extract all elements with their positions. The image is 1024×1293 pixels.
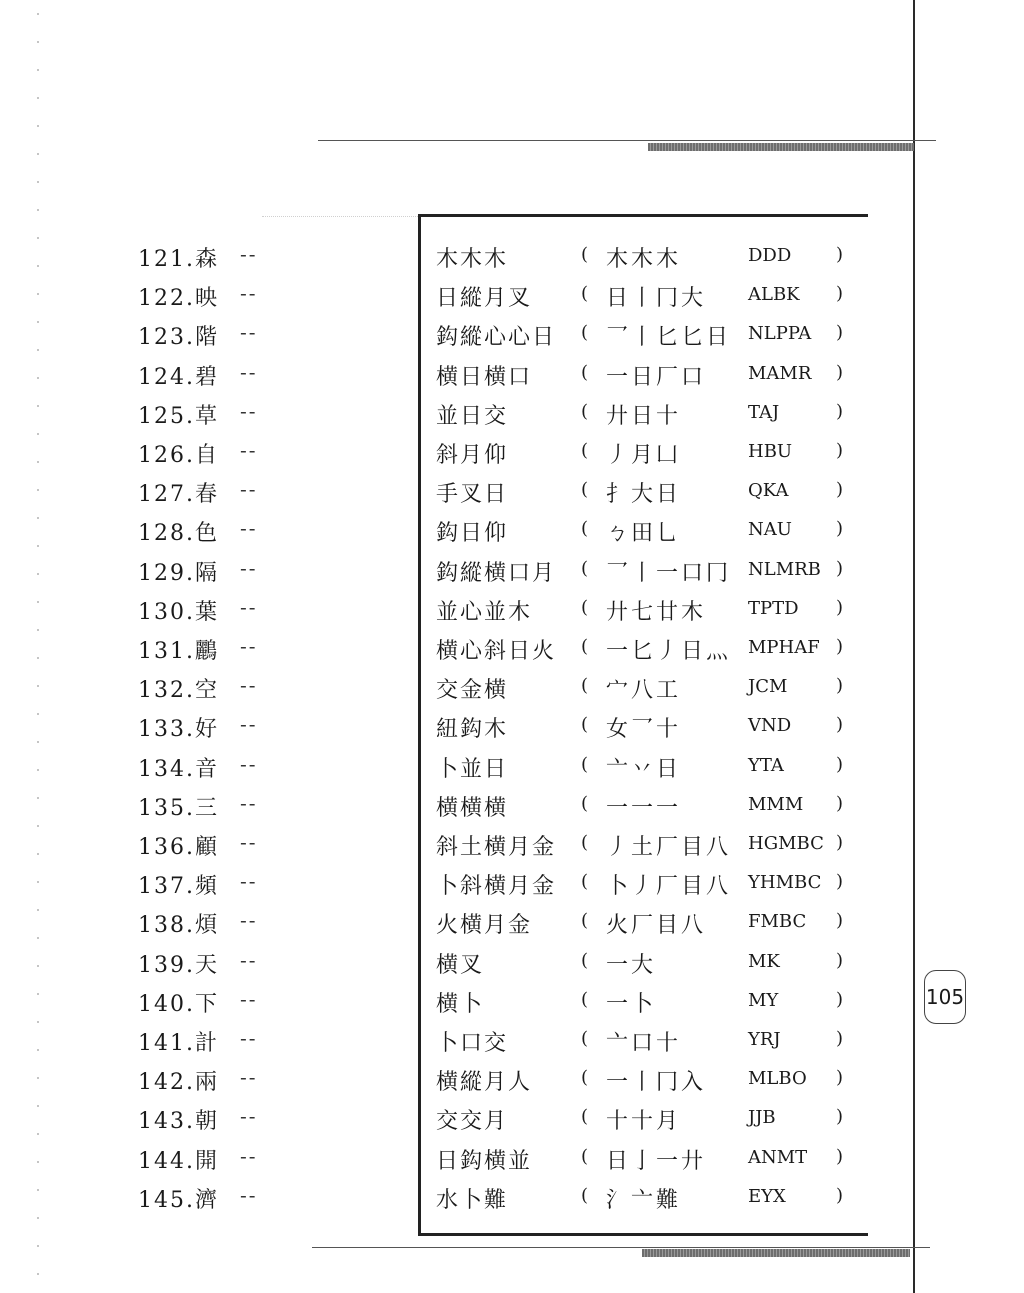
bottom-rule [312, 1247, 930, 1248]
radical-components: 十十月 [606, 1109, 682, 1135]
entry-dash: -- [240, 242, 258, 266]
input-code: MY [748, 989, 779, 1011]
left-paren: ( [581, 792, 589, 814]
entry-index: 121. [138, 247, 195, 272]
left-paren: ( [581, 1028, 589, 1049]
left-paren: ( [581, 1184, 589, 1206]
entry-index: 129. [138, 560, 195, 586]
entry-character: 空 [194, 678, 219, 704]
entry-dash: -- [240, 712, 258, 737]
right-paren: ) [836, 675, 844, 697]
left-paren: ( [581, 832, 589, 853]
entry-character: 顧 [194, 835, 219, 860]
radical-components: 扌大日 [606, 482, 682, 508]
right-paren: ) [836, 557, 844, 579]
entry-character: 天 [194, 952, 219, 978]
entry-character: 朝 [194, 1109, 219, 1135]
entry-number [138, 1144, 219, 1175]
entry-row [0, 477, 910, 516]
entry-character: 三 [194, 795, 219, 821]
left-paren: ( [581, 871, 589, 893]
input-code: TAJ [748, 401, 780, 423]
entry-index: 128. [138, 521, 195, 547]
input-code: HBU [748, 441, 793, 462]
left-paren: ( [581, 479, 589, 501]
entry-row [0, 399, 910, 438]
entry-index: 137. [138, 874, 195, 900]
right-paren: ) [836, 871, 844, 893]
input-code: VND [748, 715, 792, 737]
radical-components: 日丨冂大 [606, 286, 707, 312]
stroke-names: 交交月 [436, 1109, 509, 1135]
entry-index: 122. [138, 286, 195, 312]
left-paren: ( [581, 675, 589, 697]
stroke-names: 横叉 [436, 952, 485, 978]
entry-character: 頻 [194, 874, 219, 900]
entry-dash: -- [240, 1065, 258, 1090]
entry-character: 開 [194, 1148, 219, 1174]
entry-row [0, 752, 910, 791]
entry-row [0, 987, 910, 1026]
left-paren: ( [581, 988, 589, 1010]
entry-character: 階 [194, 325, 219, 351]
left-paren: ( [581, 322, 589, 344]
radical-components: 一丨冂入 [606, 1070, 707, 1096]
stroke-names: 火横月金 [436, 913, 533, 939]
radical-components: 女乛十 [606, 717, 682, 743]
radical-components: 一一一 [606, 795, 682, 821]
right-paren: ) [836, 596, 844, 618]
entry-dash: -- [240, 555, 258, 580]
right-paren: ) [836, 322, 844, 344]
entry-character: 草 [194, 403, 219, 429]
radical-components: 廾日十 [606, 403, 682, 429]
entry-character: 好 [194, 717, 219, 743]
radical-components: 亠口十 [606, 1031, 682, 1056]
stroke-names: 日縱月叉 [436, 286, 533, 312]
entry-number [138, 360, 219, 391]
entry-row [0, 908, 910, 947]
dotted-leader [262, 216, 418, 218]
radical-components: 廾七廿木 [606, 599, 707, 625]
entry-number [138, 1065, 219, 1096]
stroke-names: 横横横 [436, 795, 509, 821]
entry-number [138, 438, 219, 469]
right-paren: ) [836, 479, 844, 501]
stroke-names: 水卜難 [436, 1187, 509, 1213]
bottom-gray-band [642, 1249, 910, 1257]
right-paren: ) [836, 949, 844, 971]
entry-number [138, 673, 219, 704]
input-code: ALBK [748, 284, 800, 306]
entry-number [138, 634, 219, 665]
stroke-names: 木木木 [436, 247, 509, 272]
entry-index: 142. [138, 1070, 195, 1096]
left-paren: ( [581, 949, 589, 971]
input-code: MPHAF [748, 637, 820, 658]
radical-components: 丿土厂目八 [606, 835, 732, 860]
entry-dash: -- [240, 477, 258, 502]
radical-components: 一日厂口 [606, 364, 707, 390]
entry-row [0, 1183, 910, 1222]
entry-number [138, 399, 219, 430]
entry-number [138, 1026, 219, 1057]
right-paren: ) [836, 753, 844, 775]
input-code: MAMR [748, 362, 812, 384]
entry-dash: -- [240, 398, 258, 423]
entry-number [138, 908, 219, 939]
entry-dash: -- [240, 634, 258, 658]
entry-row [0, 791, 910, 830]
entry-number [138, 987, 219, 1018]
entry-number [138, 791, 219, 822]
entry-character: 音 [194, 756, 219, 782]
stroke-names: 斜月仰 [436, 443, 509, 468]
stroke-names: 手叉日 [436, 482, 509, 508]
stroke-names: 紐鈎木 [436, 717, 509, 743]
right-paren: ) [836, 400, 844, 422]
right-paren: ) [836, 988, 844, 1010]
left-paren: ( [581, 244, 589, 265]
entry-character: 葉 [194, 599, 219, 625]
radical-components: 宀八工 [606, 678, 682, 704]
entry-character: 映 [194, 286, 219, 312]
entry-index: 141. [138, 1031, 195, 1056]
radical-components: 一匕丿日灬 [606, 639, 732, 664]
radical-components: 一大 [606, 952, 657, 978]
entry-index: 140. [138, 991, 195, 1017]
right-margin-line [913, 0, 915, 1293]
entry-character: 自 [194, 443, 219, 468]
entry-dash: -- [240, 869, 258, 894]
entry-character: 森 [194, 247, 219, 272]
stroke-names: 横卜 [436, 991, 485, 1017]
left-paren: ( [581, 596, 589, 618]
entry-dash: -- [240, 1143, 258, 1168]
entry-row [0, 556, 910, 595]
left-paren: ( [581, 910, 589, 932]
stroke-names: 鈎縱心心日 [436, 325, 557, 351]
input-code: NAU [748, 519, 792, 541]
entry-index: 139. [138, 952, 195, 978]
input-code: NLPPA [748, 323, 812, 345]
entry-dash: -- [240, 1026, 258, 1050]
input-code: ANMT [748, 1146, 808, 1168]
entry-index: 131. [138, 639, 195, 664]
entry-index: 125. [138, 403, 195, 429]
right-paren: ) [836, 283, 844, 305]
entry-row [0, 634, 910, 673]
entry-row [0, 1026, 910, 1065]
right-paren: ) [836, 518, 844, 540]
input-code: JCM [748, 676, 788, 698]
entry-character: 計 [194, 1031, 219, 1056]
input-code: FMBC [748, 911, 807, 933]
right-paren: ) [836, 1067, 844, 1089]
entry-character: 春 [194, 482, 219, 508]
right-paren: ) [836, 440, 844, 461]
entry-dash: -- [240, 790, 258, 815]
stroke-names: 鈎日仰 [436, 521, 509, 547]
entry-character: 下 [194, 991, 219, 1017]
right-paren: ) [836, 792, 844, 814]
entry-character: 色 [194, 521, 219, 547]
right-paren: ) [836, 1145, 844, 1167]
entry-row [0, 438, 910, 477]
entry-dash: -- [240, 673, 258, 698]
entry-number [138, 752, 219, 783]
right-paren: ) [836, 1184, 844, 1206]
radical-components: ㄅ田乚 [606, 521, 682, 547]
entry-number [138, 320, 219, 351]
entry-row [0, 673, 910, 712]
right-paren: ) [836, 244, 844, 265]
entry-index: 135. [138, 795, 195, 821]
entry-number [138, 1183, 219, 1214]
entry-dash: -- [240, 359, 258, 384]
entry-number [138, 281, 219, 312]
entry-row [0, 1065, 910, 1104]
left-paren: ( [581, 400, 589, 422]
entry-dash: -- [240, 1182, 258, 1207]
input-code: DDD [748, 245, 792, 266]
top-rule [318, 140, 936, 141]
entry-dash: -- [240, 281, 258, 306]
input-code: MMM [748, 793, 804, 815]
entry-dash: -- [240, 751, 258, 776]
left-paren: ( [581, 1067, 589, 1089]
entry-index: 144. [138, 1148, 195, 1174]
entry-row [0, 281, 910, 320]
radical-components: 木木木 [606, 247, 682, 272]
stroke-names: 鈎縱横口月 [436, 560, 557, 586]
entry-row [0, 948, 910, 987]
entry-number [138, 556, 219, 587]
entry-number [138, 712, 219, 743]
input-code: YHMBC [748, 872, 822, 894]
entry-index: 145. [138, 1187, 195, 1213]
stroke-names: 卜口交 [436, 1031, 509, 1056]
entry-index: 126. [138, 443, 195, 468]
entry-row [0, 360, 910, 399]
right-paren: ) [836, 1106, 844, 1128]
radical-components: 亠丷日 [606, 756, 682, 782]
entry-number [138, 1104, 219, 1135]
left-paren: ( [581, 714, 589, 736]
input-code: TPTD [748, 597, 799, 619]
left-paren: ( [581, 1145, 589, 1167]
entry-dash: -- [240, 830, 258, 854]
page-number-badge: 105 [924, 970, 966, 1024]
entry-row [0, 242, 910, 281]
left-paren: ( [581, 557, 589, 579]
entry-row [0, 595, 910, 634]
entry-row [0, 830, 910, 869]
entry-index: 138. [138, 913, 195, 939]
stroke-names: 卜並日 [436, 756, 509, 782]
radical-components: 乛丨匕匕日 [606, 325, 732, 351]
right-paren: ) [836, 910, 844, 932]
right-paren: ) [836, 636, 844, 657]
stroke-names: 横縱月人 [436, 1070, 533, 1096]
radical-components: 一卜 [606, 991, 657, 1017]
entry-dash: -- [240, 908, 258, 933]
entry-number [138, 595, 219, 626]
stroke-names: 並日交 [436, 403, 509, 429]
left-paren: ( [581, 440, 589, 461]
input-code: EYX [748, 1185, 786, 1207]
input-code: JJB [748, 1107, 776, 1129]
entry-row [0, 320, 910, 359]
radical-components: 氵亠難 [606, 1187, 682, 1213]
entry-row [0, 1144, 910, 1183]
entry-index: 123. [138, 325, 195, 351]
entry-row [0, 516, 910, 555]
entry-character: 隔 [194, 560, 219, 586]
entry-index: 130. [138, 599, 195, 625]
entry-index: 133. [138, 717, 195, 743]
radical-components: 卜丿厂目八 [606, 874, 732, 900]
radical-components: 火厂目八 [606, 913, 707, 939]
left-paren: ( [581, 518, 589, 540]
input-code: YRJ [748, 1029, 781, 1050]
entry-character: 濟 [194, 1187, 219, 1213]
entry-dash: -- [240, 438, 258, 462]
entry-index: 143. [138, 1109, 195, 1135]
stroke-names: 並心並木 [436, 599, 533, 625]
entry-dash: -- [240, 594, 258, 619]
input-code: MLBO [748, 1068, 807, 1090]
stroke-names: 横日横口 [436, 364, 533, 390]
entry-character: 兩 [194, 1070, 219, 1096]
entry-row [0, 1104, 910, 1143]
input-code: HGMBC [748, 833, 824, 854]
entry-dash: -- [240, 516, 258, 541]
entry-number [138, 948, 219, 979]
radical-components: 丿月凵 [606, 443, 682, 468]
stroke-names: 卜斜横月金 [436, 874, 557, 900]
input-code: MK [748, 950, 780, 972]
entry-dash: -- [240, 320, 258, 345]
radical-components: 乛丨一口冂 [606, 560, 732, 586]
top-gray-band [648, 143, 914, 151]
entry-index: 127. [138, 482, 195, 508]
right-paren: ) [836, 714, 844, 736]
entry-character: 鸝 [194, 639, 219, 664]
entry-character: 煩 [194, 913, 219, 939]
stroke-names: 横心斜日火 [436, 639, 557, 664]
entry-number [138, 477, 219, 508]
left-paren: ( [581, 636, 589, 657]
entry-number [138, 869, 219, 900]
right-paren: ) [836, 361, 844, 383]
left-paren: ( [581, 283, 589, 305]
radical-components: 日亅一廾 [606, 1148, 707, 1174]
input-code: YTA [748, 754, 784, 776]
entry-index: 134. [138, 756, 195, 782]
left-paren: ( [581, 753, 589, 775]
input-code: QKA [748, 480, 789, 502]
entry-character: 碧 [194, 364, 219, 390]
entry-index: 124. [138, 364, 195, 390]
entry-index: 132. [138, 678, 195, 704]
entry-number [138, 830, 219, 861]
entry-row [0, 869, 910, 908]
entry-dash: -- [240, 1104, 258, 1129]
entry-dash: -- [240, 947, 258, 972]
entry-dash: -- [240, 986, 258, 1011]
right-paren: ) [836, 832, 844, 853]
stroke-names: 日鈎横並 [436, 1148, 533, 1174]
right-paren: ) [836, 1028, 844, 1049]
left-paren: ( [581, 361, 589, 383]
entry-index: 136. [138, 835, 195, 860]
input-code: NLMRB [748, 558, 821, 580]
entry-number [138, 516, 219, 547]
stroke-names: 交金横 [436, 678, 509, 704]
left-paren: ( [581, 1106, 589, 1128]
stroke-names: 斜土横月金 [436, 835, 557, 860]
entry-row [0, 712, 910, 751]
entry-number [138, 242, 219, 273]
